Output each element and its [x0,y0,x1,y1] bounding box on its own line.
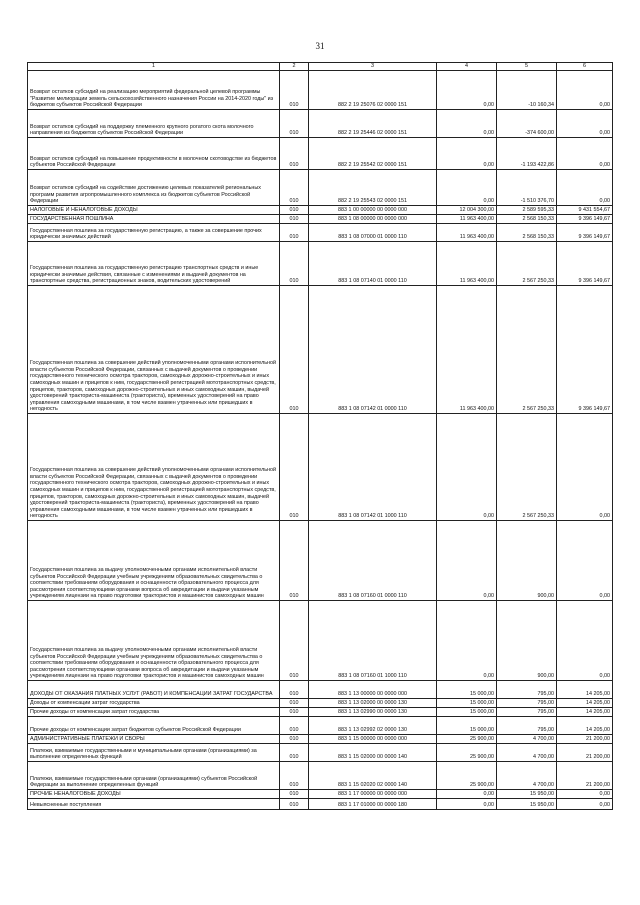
row-c3-cell: 882 2 19 25543 02 0000 151 [309,170,437,206]
row-name-cell: ГОСУДАРСТВЕННАЯ ПОШЛИНА [28,215,280,224]
row-c5-cell: 15 950,00 [497,790,557,799]
row-c2-cell: 010 [280,110,309,138]
row-c6-cell: 9 431 554,67 [557,206,613,215]
row-c4-cell: 0,00 [437,790,497,799]
row-c6-cell: 21 200,00 [557,744,613,762]
row-c4-cell: 0,00 [437,601,497,681]
row-c2-cell: 010 [280,414,309,521]
table-row [28,735,613,744]
row-c4-cell: 12 004 300,00 [437,206,497,215]
row-c3-cell: 883 1 13 02992 02 0000 130 [309,717,437,735]
table-row [28,414,613,521]
row-c6-cell: 9 396 149,67 [557,286,613,414]
table-row [28,790,613,799]
row-c2-cell: 010 [280,521,309,601]
row-c4-cell: 25 900,00 [437,735,497,744]
row-c5-cell: 795,00 [497,681,557,699]
column-header: 2 [280,63,309,71]
row-c4-cell: 0,00 [437,138,497,170]
row-c6-cell: 21 200,00 [557,762,613,790]
row-c3-cell: 883 1 08 07000 01 0000 110 [309,224,437,242]
column-header: 5 [497,63,557,71]
row-c2-cell: 010 [280,224,309,242]
row-c5-cell: -1 510 376,70 [497,170,557,206]
row-c3-cell: 883 1 08 07160 01 1000 110 [309,601,437,681]
row-name-cell: Государственная пошлина за выдачу уполномоченными органами исполнительной власти субъектов Российской Федерации учебным учреждениям образовательных свидетельства о соответствии требованиям оборудования и оснащенности образовательного процесса для рассмотрения соответствующими органами вопроса об аккредитации и выдачи указанным учреждениям лицензии на право подготовки трактористов и машинистов самоходных машин [28,521,280,601]
row-name-cell: Платежи, взимаемые государственными органами (организациями) субъектов Российской Федерации за выполнение определенных функций [28,762,280,790]
row-c6-cell: 0,00 [557,414,613,521]
column-header: 6 [557,63,613,71]
row-c4-cell: 11 963 400,00 [437,242,497,286]
table-row [28,601,613,681]
row-c4-cell: 11 963 400,00 [437,224,497,242]
row-c3-cell: 883 1 13 00000 00 0000 000 [309,681,437,699]
row-c6-cell: 14 205,00 [557,708,613,717]
row-c5-cell: -10 160,34 [497,71,557,110]
row-name-cell: Прочие доходы от компенсации затрат бюджетов субъектов Российской Федерации [28,717,280,735]
row-c5-cell: -374 600,00 [497,110,557,138]
row-c6-cell: 21 200,00 [557,735,613,744]
table-row [28,699,613,708]
row-c5-cell: 2 568 150,33 [497,215,557,224]
table-row [28,71,613,110]
row-c5-cell: 4 700,00 [497,762,557,790]
row-c5-cell: 2 568 150,33 [497,224,557,242]
row-c5-cell: 2 567 250,33 [497,242,557,286]
table-row [28,224,613,242]
table-row [28,170,613,206]
row-c5-cell: 795,00 [497,708,557,717]
row-c3-cell: 883 1 08 07142 01 1000 110 [309,414,437,521]
row-c5-cell: 2 567 250,33 [497,414,557,521]
table-row [28,242,613,286]
row-c2-cell: 010 [280,681,309,699]
row-name-cell: НАЛОГОВЫЕ И НЕНАЛОГОВЫЕ ДОХОДЫ [28,206,280,215]
row-c3-cell: 882 2 19 25542 02 0000 151 [309,138,437,170]
row-c2-cell: 010 [280,744,309,762]
row-c2-cell: 010 [280,708,309,717]
table-row [28,708,613,717]
table-row [28,206,613,215]
row-c3-cell: 882 2 19 25076 02 0000 151 [309,71,437,110]
row-c6-cell: 9 396 149,67 [557,215,613,224]
row-name-cell: Невыясненные поступления [28,799,280,810]
row-name-cell: Возврат остатков субсидий на повышение продуктивности в молочном скотоводстве из бюджетов субъектов Российской Федерации [28,138,280,170]
row-c2-cell: 010 [280,717,309,735]
row-c5-cell: 900,00 [497,521,557,601]
row-name-cell: Государственная пошлина за совершение действий уполномоченными органами исполнительной власти субъектов Российской Федерации, связанных с выдачей документов о проведении государственного технического осмотра тракторов, самоходных дорожно-строительных и иных самоходных машин и прицепов к ним, государственной регистрацией мототранспортных средств, прицепов, тракторов, самоходных дорожно-строительных и иных самоходных машин, выдачей удостоверений тракториста-машиниста (тракториста), временных удостоверений на право управления самоходными машинами, в том числе взамен утраченных или пришедших в негодность [28,414,280,521]
row-c4-cell: 0,00 [437,110,497,138]
table-row [28,110,613,138]
row-c3-cell: 883 1 00 00000 00 0000 000 [309,206,437,215]
table-row [28,681,613,699]
row-c2-cell: 010 [280,790,309,799]
column-header: 3 [309,63,437,71]
row-name-cell: ПРОЧИЕ НЕНАЛОГОВЫЕ ДОХОДЫ [28,790,280,799]
row-c4-cell: 15 000,00 [437,708,497,717]
column-header: 1 [28,63,280,71]
row-c6-cell: 14 205,00 [557,717,613,735]
row-c4-cell: 15 000,00 [437,681,497,699]
row-c4-cell: 11 963 400,00 [437,215,497,224]
row-c3-cell: 883 1 08 00000 00 0000 000 [309,215,437,224]
row-c4-cell: 0,00 [437,414,497,521]
row-c4-cell: 0,00 [437,799,497,810]
row-c3-cell: 883 1 08 07160 01 0000 110 [309,521,437,601]
row-c3-cell: 883 1 15 00000 00 0000 000 [309,735,437,744]
row-name-cell: Государственная пошлина за совершение действий уполномоченными органами исполнительной власти субъектов Российской Федерации, связанных с выдачей документов о проведении государственного технического осмотра тракторов, самоходных дорожно-строительных и иных самоходных машин и прицепов к ним, государственной регистрацией мототранспортных средств, прицепов, тракторов, самоходных дорожно-строительных и иных самоходных машин, выдачей удостоверений тракториста-машиниста (тракториста), временных удостоверений на право управления самоходными машинами, в том числе взамен утраченных или пришедших в негодность [28,286,280,414]
row-c2-cell: 010 [280,799,309,810]
row-c3-cell: 883 1 17 00000 00 0000 000 [309,790,437,799]
row-c3-cell: 883 1 08 07140 01 0000 110 [309,242,437,286]
row-c5-cell: 2 589 595,33 [497,206,557,215]
row-c6-cell: 14 205,00 [557,681,613,699]
row-name-cell: Возврат остатков субсидий на поддержку племенного крупного рогатого скота молочного направления из бюджетов субъектов Российской Федерации [28,110,280,138]
row-c3-cell: 882 2 19 25446 02 0000 151 [309,110,437,138]
row-c2-cell: 010 [280,735,309,744]
row-c5-cell: 2 567 250,33 [497,286,557,414]
row-c5-cell: 15 950,00 [497,799,557,810]
row-name-cell: Платежи, взимаемые государственными и муниципальными органами (организациями) за выполнение определенных функций [28,744,280,762]
row-c3-cell: 883 1 15 02020 02 0000 140 [309,762,437,790]
row-c5-cell: 795,00 [497,717,557,735]
row-name-cell: Государственная пошлина за выдачу уполномоченными органами исполнительной власти субъектов Российской Федерации учебным учреждениям образовательных свидетельства о соответствии требованиям оборудования и оснащенности образовательного процесса для рассмотрения соответствующими органами вопроса об аккредитации и выдачи указанным учреждениям лицензии на право подготовки трактористов и машинистов самоходных машин [28,601,280,681]
row-c4-cell: 0,00 [437,521,497,601]
row-c2-cell: 010 [280,215,309,224]
row-name-cell: АДМИНИСТРАТИВНЫЕ ПЛАТЕЖИ И СБОРЫ [28,735,280,744]
row-c6-cell: 0,00 [557,601,613,681]
row-c6-cell: 0,00 [557,170,613,206]
row-c3-cell: 883 1 08 07142 01 0000 110 [309,286,437,414]
row-name-cell: Государственная пошлина за государственную регистрацию, а также за совершение прочих юридически значимых действий [28,224,280,242]
table-row [28,744,613,762]
row-c4-cell: 25 900,00 [437,762,497,790]
table-row [28,799,613,810]
table-row [28,215,613,224]
row-name-cell: Прочие доходы от компенсации затрат государства [28,708,280,717]
report-table [27,62,613,810]
row-c6-cell: 9 396 149,67 [557,224,613,242]
row-c4-cell: 0,00 [437,71,497,110]
table-row [28,521,613,601]
row-c3-cell: 883 1 15 02000 00 0000 140 [309,744,437,762]
table-row [28,286,613,414]
row-c5-cell: 900,00 [497,601,557,681]
row-c2-cell: 010 [280,286,309,414]
row-name-cell: Государственная пошлина за государственную регистрацию транспортных средств и иные юридически значимые действия, связанные с изменениями и выдачей документов на транспортные средства, регистрационных знаков, водительских удостоверений [28,242,280,286]
row-c6-cell: 0,00 [557,790,613,799]
row-c6-cell: 0,00 [557,521,613,601]
row-c5-cell: 4 700,00 [497,744,557,762]
row-c3-cell: 883 1 13 02000 00 0000 130 [309,699,437,708]
row-name-cell: Возврат остатков субсидий на реализацию мероприятий федеральной целевой программы "Развитие мелиорации земель сельскохозяйственного назначения России на 2014-2020 годы" из бюджетов субъектов Российской Федерации [28,71,280,110]
row-c2-cell: 010 [280,138,309,170]
row-c3-cell: 883 1 17 01000 00 0000 180 [309,799,437,810]
table-row [28,717,613,735]
header-row [28,63,613,71]
table-row [28,762,613,790]
column-header: 4 [437,63,497,71]
row-c5-cell: 795,00 [497,699,557,708]
row-c5-cell: 4 700,00 [497,735,557,744]
table-body [28,71,613,810]
row-c4-cell: 25 900,00 [437,744,497,762]
row-c4-cell: 0,00 [437,170,497,206]
row-c6-cell: 9 396 149,67 [557,242,613,286]
row-c3-cell: 883 1 13 02990 00 0000 130 [309,708,437,717]
row-c2-cell: 010 [280,762,309,790]
row-c2-cell: 010 [280,601,309,681]
row-name-cell: Доходы от компенсации затрат государства [28,699,280,708]
row-name-cell: ДОХОДЫ ОТ ОКАЗАНИЯ ПЛАТНЫХ УСЛУГ (РАБОТ) И КОМПЕНСАЦИИ ЗАТРАТ ГОСУДАРСТВА [28,681,280,699]
page-number: 31 [315,41,325,51]
row-c5-cell: -1 193 422,86 [497,138,557,170]
table-row [28,138,613,170]
row-c4-cell: 15 000,00 [437,699,497,708]
row-c4-cell: 15 000,00 [437,717,497,735]
row-name-cell: Возврат остатков субсидий на содействие достижению целевых показателей региональных программ развития агропромышленного комплекса из бюджетов субъектов Российской Федерации [28,170,280,206]
row-c2-cell: 010 [280,170,309,206]
row-c4-cell: 11 963 400,00 [437,286,497,414]
row-c2-cell: 010 [280,699,309,708]
row-c6-cell: 0,00 [557,71,613,110]
row-c6-cell: 0,00 [557,799,613,810]
row-c6-cell: 14 205,00 [557,699,613,708]
row-c6-cell: 0,00 [557,110,613,138]
row-c2-cell: 010 [280,242,309,286]
row-c2-cell: 010 [280,71,309,110]
row-c6-cell: 0,00 [557,138,613,170]
row-c2-cell: 010 [280,206,309,215]
